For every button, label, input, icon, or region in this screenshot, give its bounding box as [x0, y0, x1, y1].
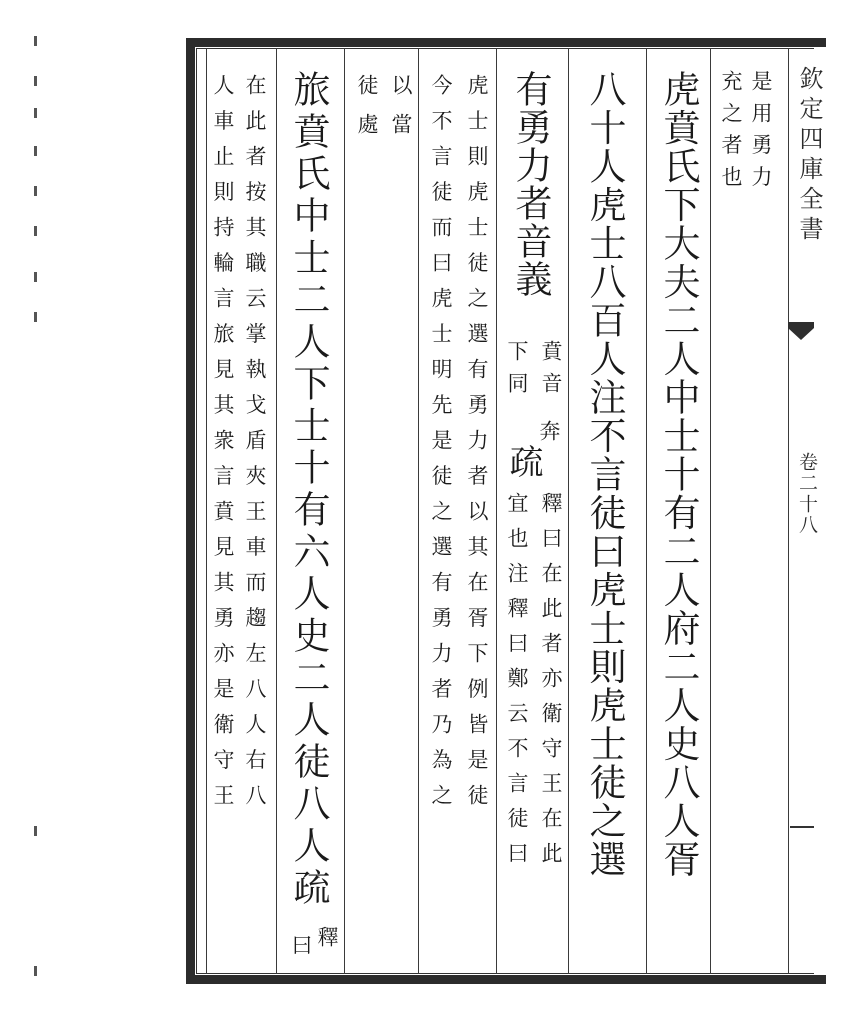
main-text-line: 虎賁氏下大夫二人中士十有二人府二人史八人胥 [657, 70, 700, 879]
column-rule [568, 48, 569, 974]
main-text-line: 旅賁氏中士二人下士十有六人史二人徒八人疏 [287, 70, 330, 910]
margin-rule [788, 48, 789, 974]
annotation-line: 奔 [537, 420, 561, 452]
column-rule [344, 48, 345, 974]
main-text-line: 有勇力者音義 [509, 70, 552, 298]
annotation-line: 賁音 [539, 340, 563, 404]
annotation-line: 宜也注釋曰鄭云不言徒曰 [505, 492, 529, 877]
column-rule [206, 48, 207, 974]
main-text-line: 八十人虎士八百人注不言徒曰虎士則虎士徒之選 [583, 70, 626, 879]
annotation-line: 今不言徒而曰虎士明先是徒之選有勇力者乃為之 [429, 74, 453, 820]
annotation-line: 下同 [505, 340, 529, 404]
annotation-line: 釋曰在此者亦衛守王在此 [539, 492, 563, 877]
annotation-line: 徒處 [355, 74, 379, 152]
margin-specks [34, 36, 38, 986]
column-rule [646, 48, 647, 974]
column-rule [276, 48, 277, 974]
annotation-line: 虎士則虎士徒之選有勇力者以其在胥下例皆是徒 [465, 74, 489, 820]
annotation-line: 釋 [315, 926, 339, 958]
book-title: 欽定四庫全書 [795, 66, 823, 246]
column-rule [710, 48, 711, 974]
volume-number: 卷二十八 [796, 452, 818, 536]
commentary-marker: 疏 [503, 444, 543, 480]
annotation-line: 人車止則持輪言旅見其衆言賁見其勇亦是衛守王 [211, 74, 235, 820]
margin-lower-rule [790, 826, 814, 828]
annotation-line: 充之者也 [719, 70, 743, 198]
annotation-line: 是用勇力 [749, 70, 773, 198]
annotation-line: 以當 [389, 74, 413, 152]
column-rule [418, 48, 419, 974]
annotation-line: 曰 [289, 934, 313, 966]
fishtail-mark-icon [788, 318, 814, 350]
column-rule [496, 48, 497, 974]
annotation-line: 在此者按其職云掌執戈盾夾王車而趨左八人右八 [243, 74, 267, 820]
